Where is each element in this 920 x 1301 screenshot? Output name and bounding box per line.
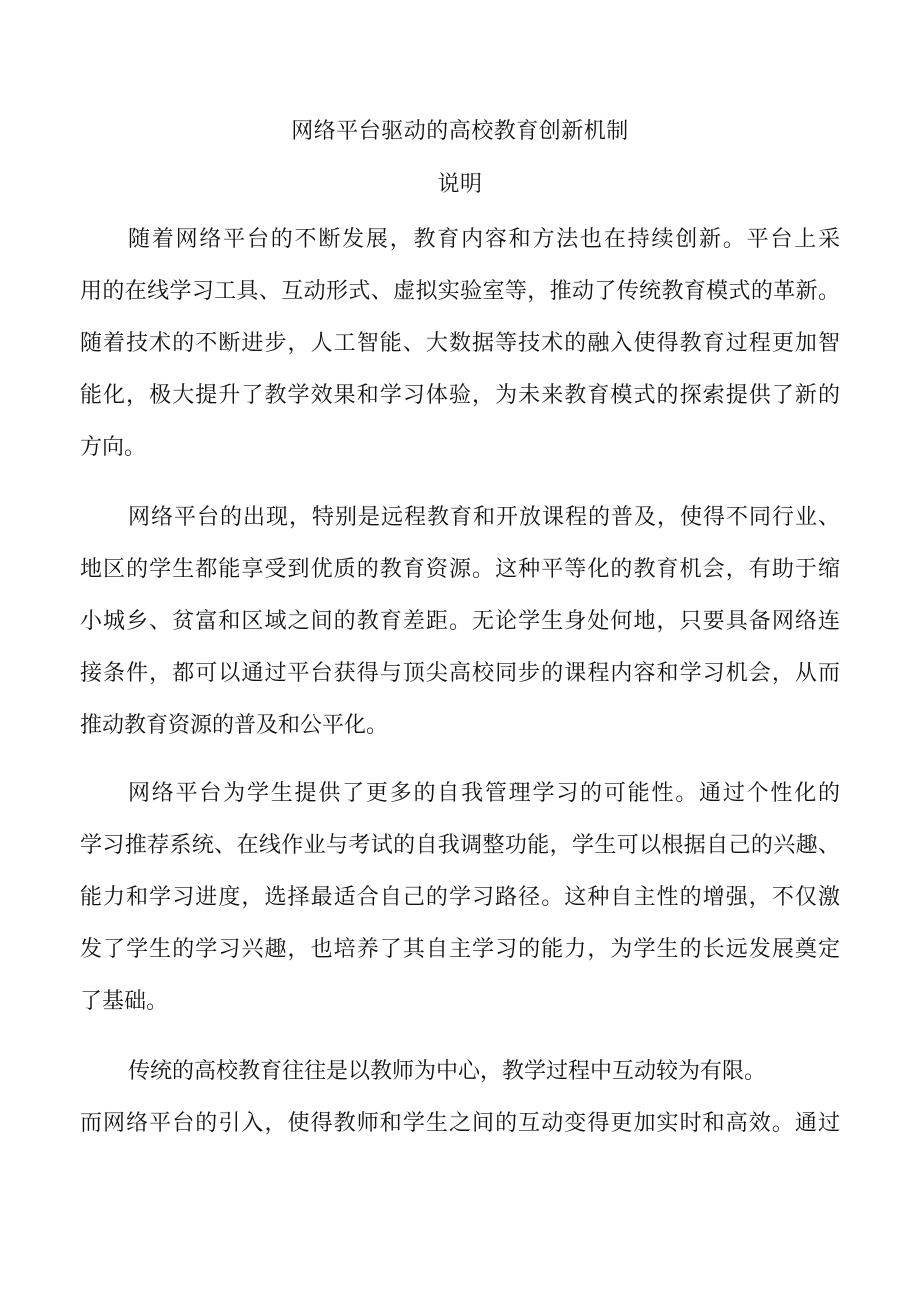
paragraph-line: 方向。 xyxy=(80,435,147,460)
paragraph-1 xyxy=(80,214,840,474)
document-subtitle: 说明 xyxy=(437,172,483,197)
paragraph-line: 网络平台为学生提供了更多的自我管理学习的可能性。通过个性化的 xyxy=(128,781,840,806)
paragraph-line: 而网络平台的引入，使得教师和学生之间的互动变得更加实时和高效。通过 xyxy=(80,1111,840,1136)
paragraph-line: 推动教育资源的普及和公平化。 xyxy=(80,713,389,738)
document-title: 网络平台驱动的高校教育创新机制 xyxy=(291,119,629,144)
paragraph-line: 传统的高校教育往往是以教师为中心，教学过程中互动较为有限。 xyxy=(128,1059,767,1084)
paragraph-line: 小城乡、贫富和区域之间的教育差距。无论学生身处何地，只要具备网络连 xyxy=(80,609,840,634)
paragraph-line: 用的在线学习工具、互动形式、虚拟实验室等，推动了传统教育模式的革新。 xyxy=(80,279,840,304)
paragraph-line: 网络平台的出现，特别是远程教育和开放课程的普及，使得不同行业、 xyxy=(128,505,840,530)
paragraph-4 xyxy=(80,1046,840,1150)
paragraph-line: 随着网络平台的不断发展，教育内容和方法也在持续创新。平台上采 xyxy=(128,227,840,252)
paragraph-line: 能力和学习进度，选择最适合自己的学习路径。这种自主性的增强，不仅激 xyxy=(80,885,840,910)
paragraph-line: 了基础。 xyxy=(80,989,169,1014)
paragraph-line: 地区的学生都能享受到优质的教育资源。这种平等化的教育机会，有助于缩 xyxy=(80,557,840,582)
paragraph-2 xyxy=(80,492,840,752)
paragraph-line: 能化，极大提升了教学效果和学习体验，为未来教育模式的探索提供了新的 xyxy=(80,383,840,408)
paragraph-line: 接条件，都可以通过平台获得与顶尖高校同步的课程内容和学习机会，从而 xyxy=(80,661,840,686)
paragraph-line: 随着技术的不断进步，人工智能、大数据等技术的融入使得教育过程更加智 xyxy=(80,331,840,356)
paragraph-line: 学习推荐系统、在线作业与考试的自我调整功能，学生可以根据自己的兴趣、 xyxy=(80,833,840,858)
paragraph-3 xyxy=(80,768,840,1028)
paragraph-line: 发了学生的学习兴趣，也培养了其自主学习的能力，为学生的长远发展奠定 xyxy=(80,937,840,962)
